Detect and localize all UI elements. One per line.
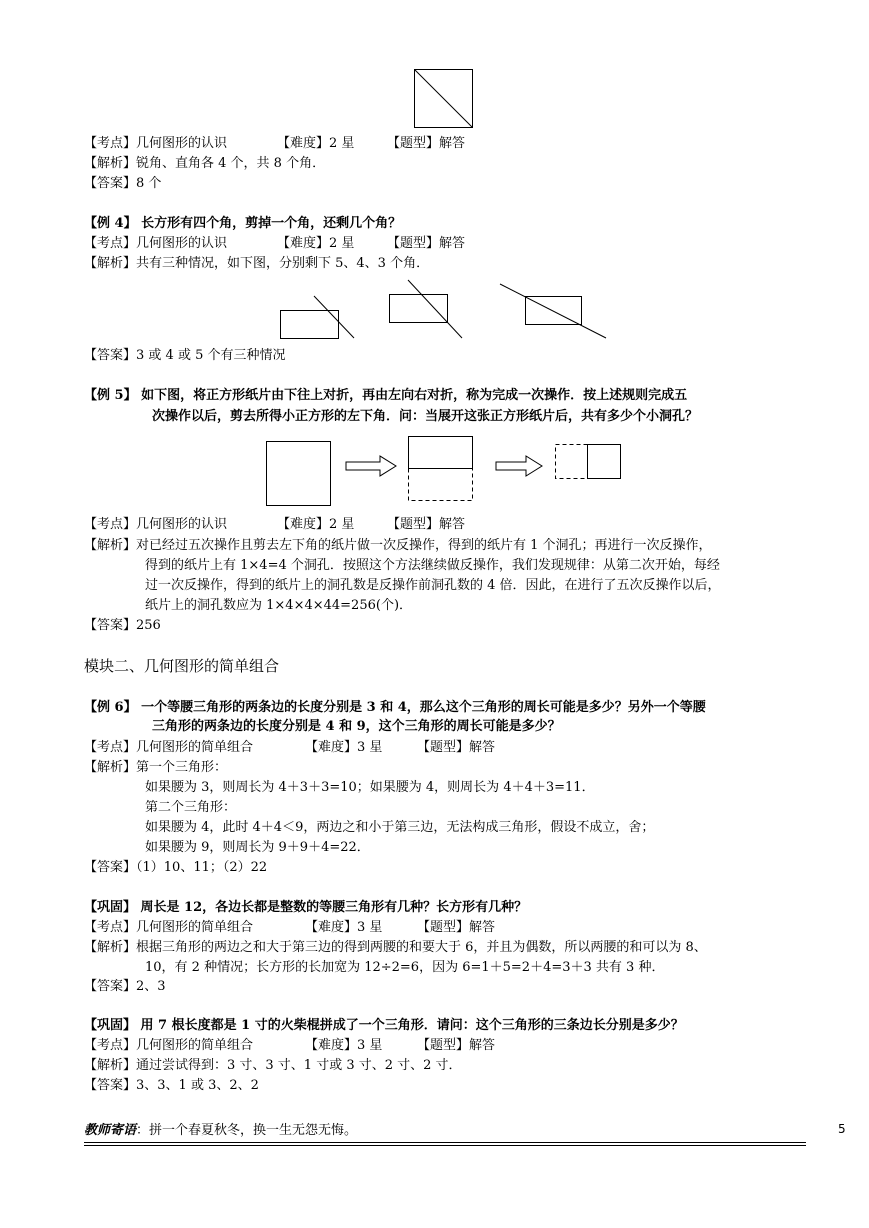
- gonggu2-jiexi: 【解析】通过尝试得到：3 寸、3 寸、1 寸或 3 寸、2 寸、2 寸．: [84, 1058, 462, 1073]
- ex6-jiexi-line4: 如果腰为 4，此时 4＋4＜9，两边之和小于第三边，无法构成三角形，假设不成立，舍；: [145, 820, 655, 835]
- footer-label: 教师寄语: [84, 1123, 137, 1138]
- ex6-jiexi-line3: 第二个三角形：: [145, 800, 237, 815]
- ex3-kaodian: 【考点】几何图形的认识: [84, 136, 228, 151]
- ex5-question-line2: 次操作以后，剪去所得小正方形的左下角．问：当展开这张正方形纸片后，共有多少个小洞孔？: [152, 409, 699, 424]
- footer-motto: [84, 1122, 357, 1140]
- ex4-jiexi: 【解析】共有三种情况，如下图，分别剩下 5、4、3 个角．: [84, 256, 430, 271]
- ex6-question-line2: 三角形的两条边的长度分别是 4 和 9，这个三角形的周长可能是多少？: [152, 719, 561, 734]
- square-diagonal-figure: [414, 69, 474, 129]
- ex6-kaodian: 【考点】几何图形的简单组合: [84, 740, 254, 755]
- gonggu1-jiexi-line1: 【解析】根据三角形的两边之和大于第三边的得到两腰的和要大于 6，并且为偶数，所以两腰的和可以为 8、: [84, 940, 707, 955]
- gonggu2-kaodian: 【考点】几何图形的简单组合: [84, 1038, 254, 1053]
- ex5-jiexi-line2: 得到的纸片上有 1×4=4 个洞孔．按照这个方法继续做反操作，我们发现规律：从第二次开始，每经: [145, 558, 720, 573]
- gonggu2-nandu: 【难度】3 星: [305, 1038, 383, 1053]
- ex3-jiexi: 【解析】锐角、直角各 4 个，共 8 个角．: [84, 156, 326, 171]
- cut-rectangle-1: [278, 296, 358, 340]
- footer-rule: [84, 1142, 806, 1143]
- gonggu2-daan: 【答案】3、3、1 或 3、2、2: [84, 1078, 259, 1093]
- gonggu1-jiexi-line2: 10，有 2 种情况；长方形的长加宽为 12÷2=6，因为 6=1＋5=2＋4=3＋3 共有 3 种．: [145, 960, 665, 975]
- ex6-tixing: 【题型】解答: [417, 740, 496, 755]
- ex4-kaodian: 【考点】几何图形的认识: [84, 236, 228, 251]
- ex5-jiexi-line3: 过一次反操作，得到的纸片上的洞孔数是反操作前洞孔数的 4 倍．因此，在进行了五次反操作以后，: [145, 578, 721, 593]
- footer-rule-thin: [84, 1145, 806, 1146]
- gonggu1-question: 【巩固】 周长是 12，各边长都是整数的等腰三角形有几种？长方形有几种？: [84, 900, 528, 915]
- gonggu1-daan: 【答案】2、3: [84, 979, 166, 994]
- ex5-kaodian: 【考点】几何图形的认识: [84, 517, 228, 532]
- ex5-jiexi-line1: 【解析】对已经过五次操作且剪去左下角的纸片做一次反操作，得到的纸片有 1 个洞孔；再进行一次反操作，: [84, 538, 712, 553]
- ex3-daan: 【答案】8 个: [84, 176, 162, 191]
- footer-text: ：拼一个春夏秋冬，换一生无怨无悔。: [136, 1123, 358, 1138]
- ex6-jiexi-line2: 如果腰为 3，则周长为 4＋3＋3=10；如果腰为 4，则周长为 4＋4＋3=11．: [145, 780, 595, 795]
- gonggu1-nandu: 【难度】3 星: [305, 920, 383, 935]
- ex4-tixing: 【题型】解答: [387, 236, 466, 251]
- ex4-daan: 【答案】3 或 4 或 5 个有三种情况: [84, 348, 286, 363]
- ex6-jiexi-line5: 如果腰为 9，则周长为 9＋9＋4=22．: [145, 840, 370, 855]
- ex3-tixing: 【题型】解答: [387, 136, 466, 151]
- ex6-jiexi-line1: 【解析】第一个三角形：: [84, 760, 228, 775]
- ex6-question-line1: 【例 6】 一个等腰三角形的两条边的长度分别是 3 和 4，那么这个三角形的周长可能是多少？另外一个等腰: [84, 700, 706, 715]
- ex5-tixing: 【题型】解答: [387, 517, 466, 532]
- ex4-nandu: 【难度】2 星: [277, 236, 355, 251]
- ex3-nandu: 【难度】2 星: [277, 136, 355, 151]
- ex5-daan: 【答案】256: [84, 618, 161, 633]
- cut-rectangle-3: [500, 282, 610, 342]
- gonggu2-tixing: 【题型】解答: [417, 1038, 496, 1053]
- gonggu1-kaodian: 【考点】几何图形的简单组合: [84, 920, 254, 935]
- cut-rectangle-2: [388, 280, 468, 340]
- ex6-daan: 【答案】（1）10、11；（2）22: [84, 860, 268, 875]
- ex5-nandu: 【难度】2 星: [277, 517, 355, 532]
- module2-title: 模块二、几何图形的简单组合: [84, 657, 280, 675]
- folding-figure: [262, 434, 632, 510]
- page-number: 5: [838, 1122, 846, 1136]
- ex6-nandu: 【难度】3 星: [305, 740, 383, 755]
- ex5-question-line1: 【例 5】 如下图，将正方形纸片由下往上对折，再由左向右对折，称为完成一次操作．按上述规则完成五: [84, 388, 688, 403]
- gonggu2-question: 【巩固】 用 7 根长度都是 1 寸的火柴棍拼成了一个三角形．请问：这个三角形的三条边长分别是多少？: [84, 1018, 684, 1033]
- ex5-jiexi-line4: 纸片上的洞孔数应为 1×4×4×44=256(个)．: [145, 598, 413, 613]
- gonggu1-tixing: 【题型】解答: [417, 920, 496, 935]
- ex4-question: 【例 4】 长方形有四个角，剪掉一个角，还剩几个角？: [84, 216, 402, 231]
